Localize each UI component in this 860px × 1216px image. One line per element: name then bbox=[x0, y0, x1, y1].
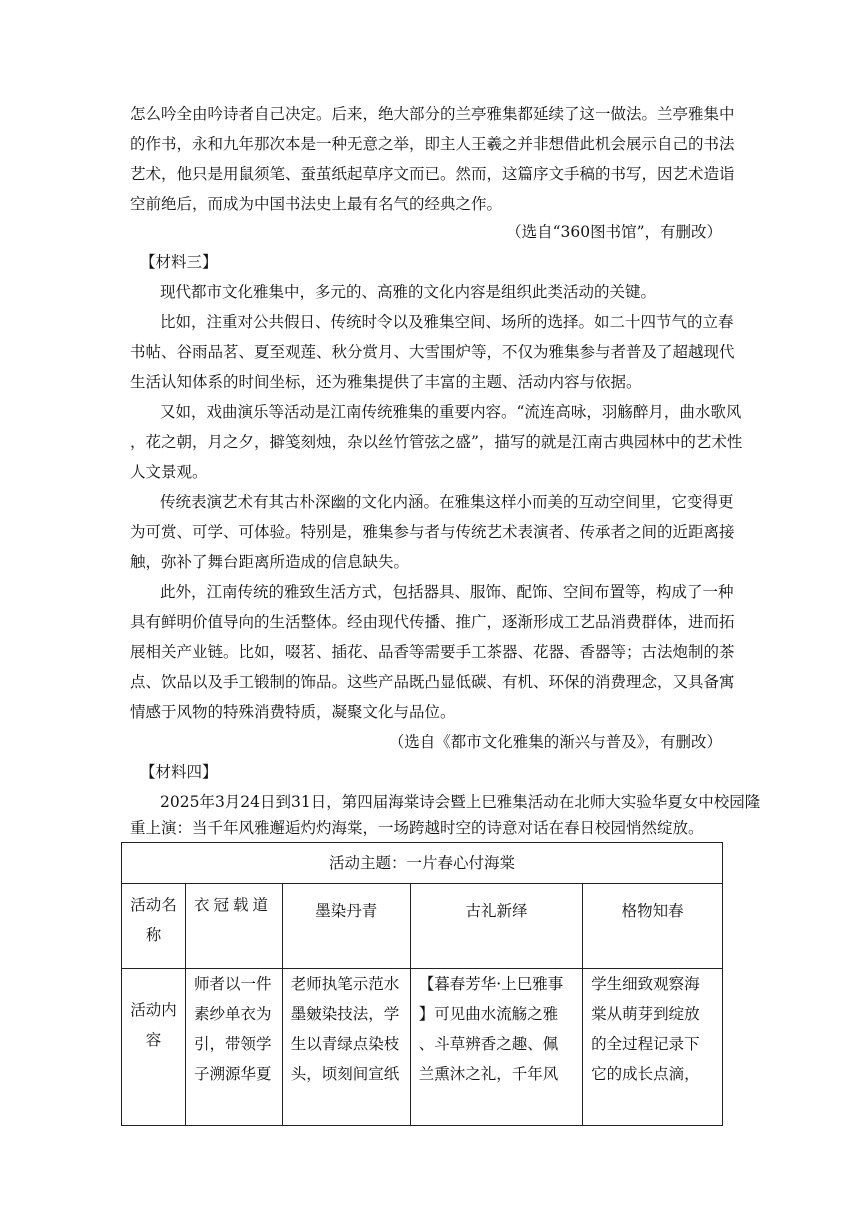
row-label-cell: 活动内容 bbox=[122, 969, 186, 1126]
paragraph-line: 展相关产业链。比如，啜茗、插花、品香等需要手工茶器、花器、香器等；古法炮制的茶 bbox=[130, 643, 735, 661]
paragraph-line: 传统表演艺术有其古朴深幽的文化内涵。在雅集这样小而美的互动空间里，它变得更 bbox=[160, 493, 734, 511]
paragraph-line: 艺术，他只是用鼠须笔、蚕茧纸起草序文而已。然而，这篇序文手稿的书写，因艺术造诣 bbox=[130, 165, 735, 183]
paragraph-line: 触，弥补了舞台距离所造成的信息缺失。 bbox=[130, 553, 410, 571]
paragraph-line: 书帖、谷雨品茗、夏至观莲、秋分赏月、大雪围炉等，不仅为雅集参与者普及了超越现代 bbox=[130, 343, 735, 361]
section-heading: 【材料三】 bbox=[140, 253, 218, 271]
header-cell: 格物知春 bbox=[583, 884, 723, 969]
paragraph-line: 又如，戏曲演乐等活动是江南传统雅集的重要内容。“流连高咏，羽觞醉月，曲水歌风 bbox=[160, 403, 742, 421]
paragraph-line: 具有鲜明价值导向的生活整体。经由现代传播、推广，逐渐形成工艺品消费群体，进而拓 bbox=[130, 613, 735, 631]
paragraph-line: 生活认知体系的时间坐标，还为雅集提供了丰富的主题、活动内容与依据。 bbox=[130, 373, 642, 391]
paragraph-line: 点、饮品以及手工锻制的饰品。这些产品既凸显低碳、有机、环保的消费理念，又具备寓 bbox=[130, 673, 735, 691]
table-cell: 老师执笔示范水 墨皴染技法，学 生以青绿点染枝 头，顷刻间宣纸 bbox=[282, 969, 410, 1126]
paragraph-line: ，花之朝，月之夕，擗笺刻烛，杂以丝竹管弦之盛”，描写的就是江南古典园林中的艺术性 bbox=[130, 433, 743, 451]
table-cell: 【暮春芳华·上巳雅事 】可见曲水流觞之雅 、斗草辨香之趣、佩 兰熏沐之礼，千年风 bbox=[410, 969, 582, 1126]
header-cell: 活动名称 bbox=[122, 884, 186, 969]
header-cell: 衣冠载道 bbox=[186, 884, 283, 969]
paragraph-line: 此外，江南传统的雅致生活方式，包括器具、服饰、配饰、空间布置等，构成了一种 bbox=[160, 583, 734, 601]
table-cell: 师者以一件 素纱单衣为 引，带领学 子溯源华夏 bbox=[186, 969, 283, 1126]
paragraph-line: 怎么吟全由吟诗者自己决定。后来，绝大部分的兰亭雅集都延续了这一做法。兰亭雅集中 bbox=[130, 105, 735, 123]
activity-table bbox=[121, 842, 723, 1126]
paragraph-line: 的作书，永和九年那次本是一种无意之举，即主人王羲之并非想借此机会展示自己的书法 bbox=[130, 135, 735, 153]
source-citation: （选自“360图书馆”，有删改） bbox=[506, 223, 722, 241]
paragraph-line: 2025年3月24日到31日，第四届海棠诗会暨上巳雅集活动在北师大实验华夏女中校园隆 bbox=[160, 793, 761, 811]
paragraph-line: 情感于风物的特殊消费特质，凝聚文化与品位。 bbox=[130, 703, 456, 721]
paragraph-line: 现代都市文化雅集中，多元的、高雅的文化内容是组织此类活动的关键。 bbox=[160, 283, 657, 301]
table-row bbox=[122, 969, 723, 1126]
table-cell: 学生细致观察海 棠从萌芽到绽放 的全过程记录下 它的成长点滴， bbox=[583, 969, 723, 1126]
table-header-row bbox=[122, 884, 723, 969]
paragraph-line: 空前绝后，而成为中国书法史上最有名气的经典之作。 bbox=[130, 195, 503, 213]
paragraph-line: 为可赏、可学、可体验。特别是，雅集参与者与传统艺术表演者、传承者之间的近距离接 bbox=[130, 523, 735, 541]
paragraph-line: 比如，注重对公共假日、传统时令以及雅集空间、场所的选择。如二十四节气的立春 bbox=[160, 313, 734, 331]
source-citation: （选自《都市文化雅集的渐兴与普及》，有删改） bbox=[388, 733, 722, 751]
table-theme: 活动主题：一片春心付海棠 bbox=[122, 843, 723, 884]
header-cell: 古礼新绎 bbox=[410, 884, 582, 969]
header-cell: 墨染丹青 bbox=[282, 884, 410, 969]
paragraph-line: 重上演：当千年风雅邂逅灼灼海棠，一场跨越时空的诗意对话在春日校园悄然绽放。 bbox=[130, 819, 704, 837]
section-heading: 【材料四】 bbox=[140, 763, 218, 781]
paragraph-line: 人文景观。 bbox=[130, 463, 208, 481]
